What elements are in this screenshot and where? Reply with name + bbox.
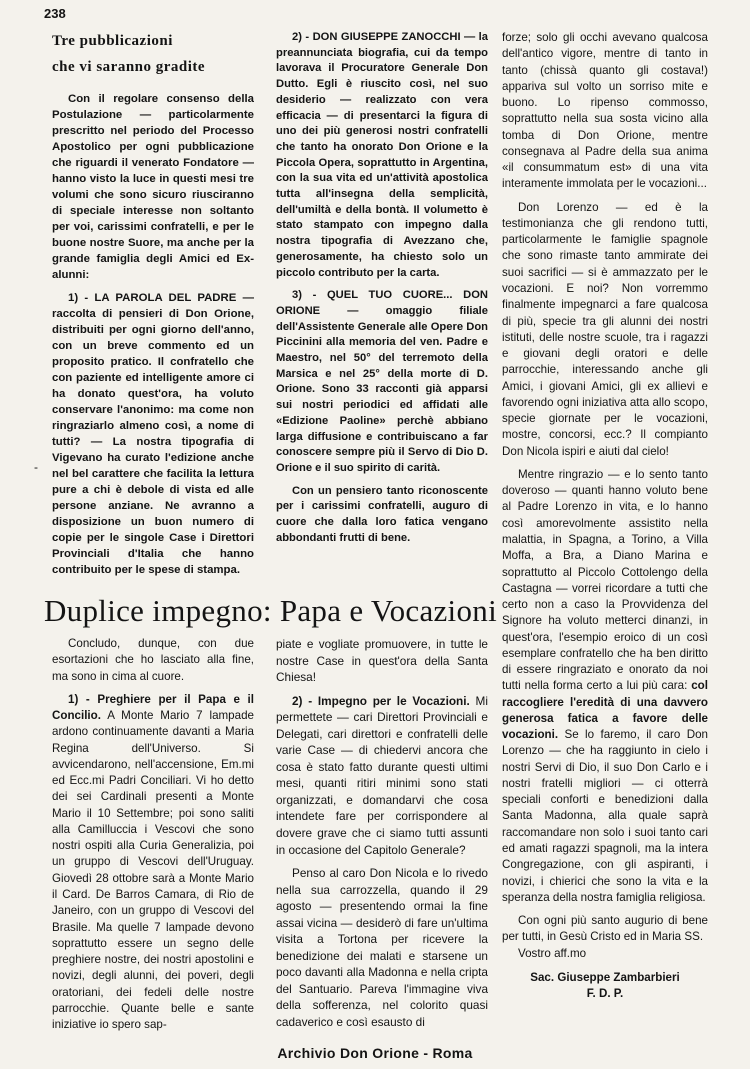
signature-title: F. D. P. [586, 987, 624, 1001]
exhortation-2 [276, 693, 488, 858]
right-paragraph-3a: Mentre ringrazio — e lo sento tanto doveroso — quanti hanno voluto bene al Padre Lorenzo in vita, e lo hanno così amorevolmente assistito nella malattia, in Spagna, a Torino, a Villa Moffa, a Bra, a Diano Marina e soprattutto al Piccolo Cottolengo della Castagna — vorrei ricordare a tutti che certo non a caso la Provvidenza del Signore ha voluto metterci dinanzi, in quest'ora, l'esempio eroico di un così esemplare confratello che ha ben diritto di essere ringraziato e onorato da noi tutti nella forma certo a lui più cara: [502, 467, 708, 693]
publication-2-text: — la preannunciata biografia, cui da tempo lavorava il Procuratore Generale Don Dutto. Egli è riuscito così, nel suo desiderio — realizzato con vera efficacia — di presentarci la figura di uno dei più generosi nostri confratelli che tanto ha onorato Don Orione e la Piccola Opera, soprattutto in Argentina, con la sua vita ed un'attività apostolica tutta all'insegna della semplicità, dell'umiltà e della bontà. Il volumetto è stato stampato con impegno dalla nostra tipografia di Avezzano che, generosamente, ha chiesto solo un piccolo contributo per la carta. [276, 31, 488, 279]
sign-off: Vostro aff.mo [518, 946, 587, 960]
publication-3-text: — omaggio filiale dell'Assistente Generale alle Opere Don Piccinini alla memoria del ven. Padre e Maestro, nel 50° del terremoto della Marsica e nel 25° della morte di D. Orione. Sono 33 racconti già apparsi sui nostri periodici ed affidati alle «Edizione Paoline» perchè abbiano larga diffusione e contribuiscano a far conoscere sempre più il Servo di Dio D. Orione e il suo spirito di carità. [276, 304, 488, 474]
exhortation-2-text: Mi permettete — cari Direttori Provinciali e Delegati, cari direttori e confratelli delle varie Case — di chiedervi ancora che cosa è stato fatto durante questi ultimi mesi, quanti ritiri minimi sono stati organizzati, e domandarvi che cosa intendete fare per corrispondere al dovere grave che ci siamo tutti assunti in occasione del Capitolo Generale? [276, 693, 488, 857]
column-top-left [52, 30, 254, 586]
exhortation-1-label: 1) - Preghiere per il Papa e il Concilio. [52, 692, 254, 723]
banner-heading: Duplice impegno: Papa e Vocazioni [44, 593, 497, 628]
column-bottom-middle [276, 636, 488, 1040]
page-number: 238 [44, 6, 66, 21]
publication-2 [276, 30, 488, 281]
publication-1-label: 1) - LA PAROLA DEL PADRE [68, 291, 237, 304]
publication-3 [276, 288, 488, 476]
publication-3-label: 3) - QUEL TUO CUORE... DON ORIONE [276, 289, 488, 317]
archive-footer: Archivio Don Orione - Roma [277, 1045, 473, 1061]
publication-2-label: 2) - DON GIUSEPPE ZANOCCHI [292, 31, 461, 43]
column-top-middle [276, 30, 488, 586]
column-right [502, 30, 708, 1040]
right-paragraph-4: Con ogni più santo augurio di bene per tutti, in Gesù Cristo ed in Maria SS. [502, 914, 708, 944]
right-paragraph-3-bold: col raccogliere l'eredità di una davvero generosa fatica a favore delle vocazioni. [502, 679, 708, 742]
closing-paragraph: Con un pensiero tanto riconoscente per i carissimi confratelli, auguro di cuore che dalla loro fatica vengano abbondanti frutti di bene. [276, 484, 488, 544]
exhortation-2-label: 2) - Impegno per le Vocazioni. [292, 693, 470, 708]
intro-paragraph: Con il regolare consenso della Postulazione — particolarmente prescritto nel periodo del Processo Apostolico per ogni pubblicazione che riguardi il venerato Fondatore — hanno visto la luce in questi mesi tre volumi che sono sicuro riusciranno di speciale interesse non soltanto per voi, carissimi confratelli, e per le buone nostre Suore, ma anche per la grande famiglia degli Amici ed Ex-alunni: [52, 93, 254, 281]
exhortation-1-text: A Monte Mario 7 lampade ardono continuamente davanti a Maria Regina dell'Universo. Si avvicendarono, nell'accensione, Em.mi ed Ecc.mi Padri Conciliari. Vi ho detto dei sei Cardinali presenti a Monte Mario il 10 Settembre; poi sono saliti alla Camilluccia i Vescovi che sono nostri ospiti alla Curia Generalizia, poi un gruppo di Vescovi dell'Uruguay. Giovedì 28 ottobre sarà a Monte Mario il Card. De Barros Camara, di Rio de Janeiro, con un gruppo di Vescovi del Brasile. Ma quelle 7 lampade devono soprattutto essere un segno delle preghiere nostre, dei nostri apostolini e novizi, degli alunni, dei poveri, degli oratoriani, dei fedeli delle nostre parrocchie. Quante belle e sante iniziative io spero sap- [52, 709, 254, 1032]
right-paragraph-2: Don Lorenzo — ed è la testimonianza che gli rendono tutti, particolarmente le famiglie spagnole che sono rimaste tanto ammirate dei suoi sacrifici — si è ammazzato per le vocazioni. E noi? Non vorremmo finalmente impegnarci a fare qualcosa di più, specie tra gli alunni dei nostri istituti, delle nostre scuole, tra i ragazzi e giovani degli oratori e delle parrocchie, interessando anche gli Amici, i giovani Amici, gli ex allievi e favorendo ogni iniziativa atta allo scopo, specie giornate per le vocazioni, mostre, concorsi, ecc.? Il compianto Don Nicola ispiri e aiuti dal cielo! [502, 200, 708, 458]
right-paragraph-3b: Se lo faremo, il caro Don Lorenzo — che ha raggiunto in cielo i nostri Servi di Dio, il suo Don Carlo e i nostri fratelli migliori — ci otterrà speciali conforti e benedizioni dalla Santa Madonna, alla quale saprà raccomandare non solo i suoi tanto cari ed amati ragazzi spagnoli, ma la intera Congregazione, con gli aspiranti, i novizi, i chierici che sono la vita e la speranza della nostra famiglia religiosa. [502, 728, 708, 904]
section-title-2: che vi saranno gradite [52, 59, 206, 75]
right-paragraph-1: forze; solo gli occhi avevano qualcosa dell'antico vigore, mentre di tanto in tanto (chissà quanto gli costava!) appariva sul volto un sorriso mite e buono. Lo ripenso commosso, soprattutto nella sua sosta vicino alla tomba di Don Orione, mentre consegnava al Padre della sua anima «il consummatum est» di una vita interamente immolata per le vocazioni... [502, 31, 708, 191]
signature-name: Sac. Giuseppe Zambarbieri [530, 970, 680, 984]
section-title-1: Tre pubblicazioni [52, 33, 173, 49]
bottom-intro: Concludo, dunque, con due esortazioni che ho lasciato alla fine, ma sono in cima al cuore. [52, 637, 254, 683]
exhortation-1 [52, 692, 254, 1034]
publication-1-text: — raccolta di pensieri di Don Orione, distribuiti per ogni giorno dell'anno, con un breve commento ed un proposito pratico. Il confratello che con paziente ed intelligente amore ci ha donato quest'ora, ha voluto conservare l'anonimo: ma come non ringraziarlo almeno così, a nome di tutti? — La nostra tipografia di Vigevano ha curato l'edizione anche nel bel carattere che facilita la lettura pure a chi è debole di vista ed alle persone anziane. Ne avranno a disposizione un buon numero di copie per le singole Case i Direttori Provinciali d'Italia che hanno contribuito per le spese di stampa. [52, 291, 254, 576]
exhortation-2-paragraph-2: Penso al caro Don Nicola e lo rivedo nella sua carrozzella, quando il 29 agosto — presentendo ormai la fine assai vicina — desiderò di fare un'ultima visita a Tortona per ricevere la benedizione dei malati e starsene un poco davanti alla Madonna e nella cripta del Santuario. Pareva l'immagine viva della sofferenza, nel colorito quasi cadaverico e così esausto di [276, 866, 488, 1030]
exhortation-1-continued: piate e vogliate promuovere, in tutte le nostre Case in quest'ora della Santa Chiesa! [276, 637, 488, 685]
publication-1 [52, 291, 254, 579]
column-bottom-left [52, 636, 254, 1040]
right-paragraph-3 [502, 467, 708, 906]
margin-mark: - [34, 460, 38, 474]
